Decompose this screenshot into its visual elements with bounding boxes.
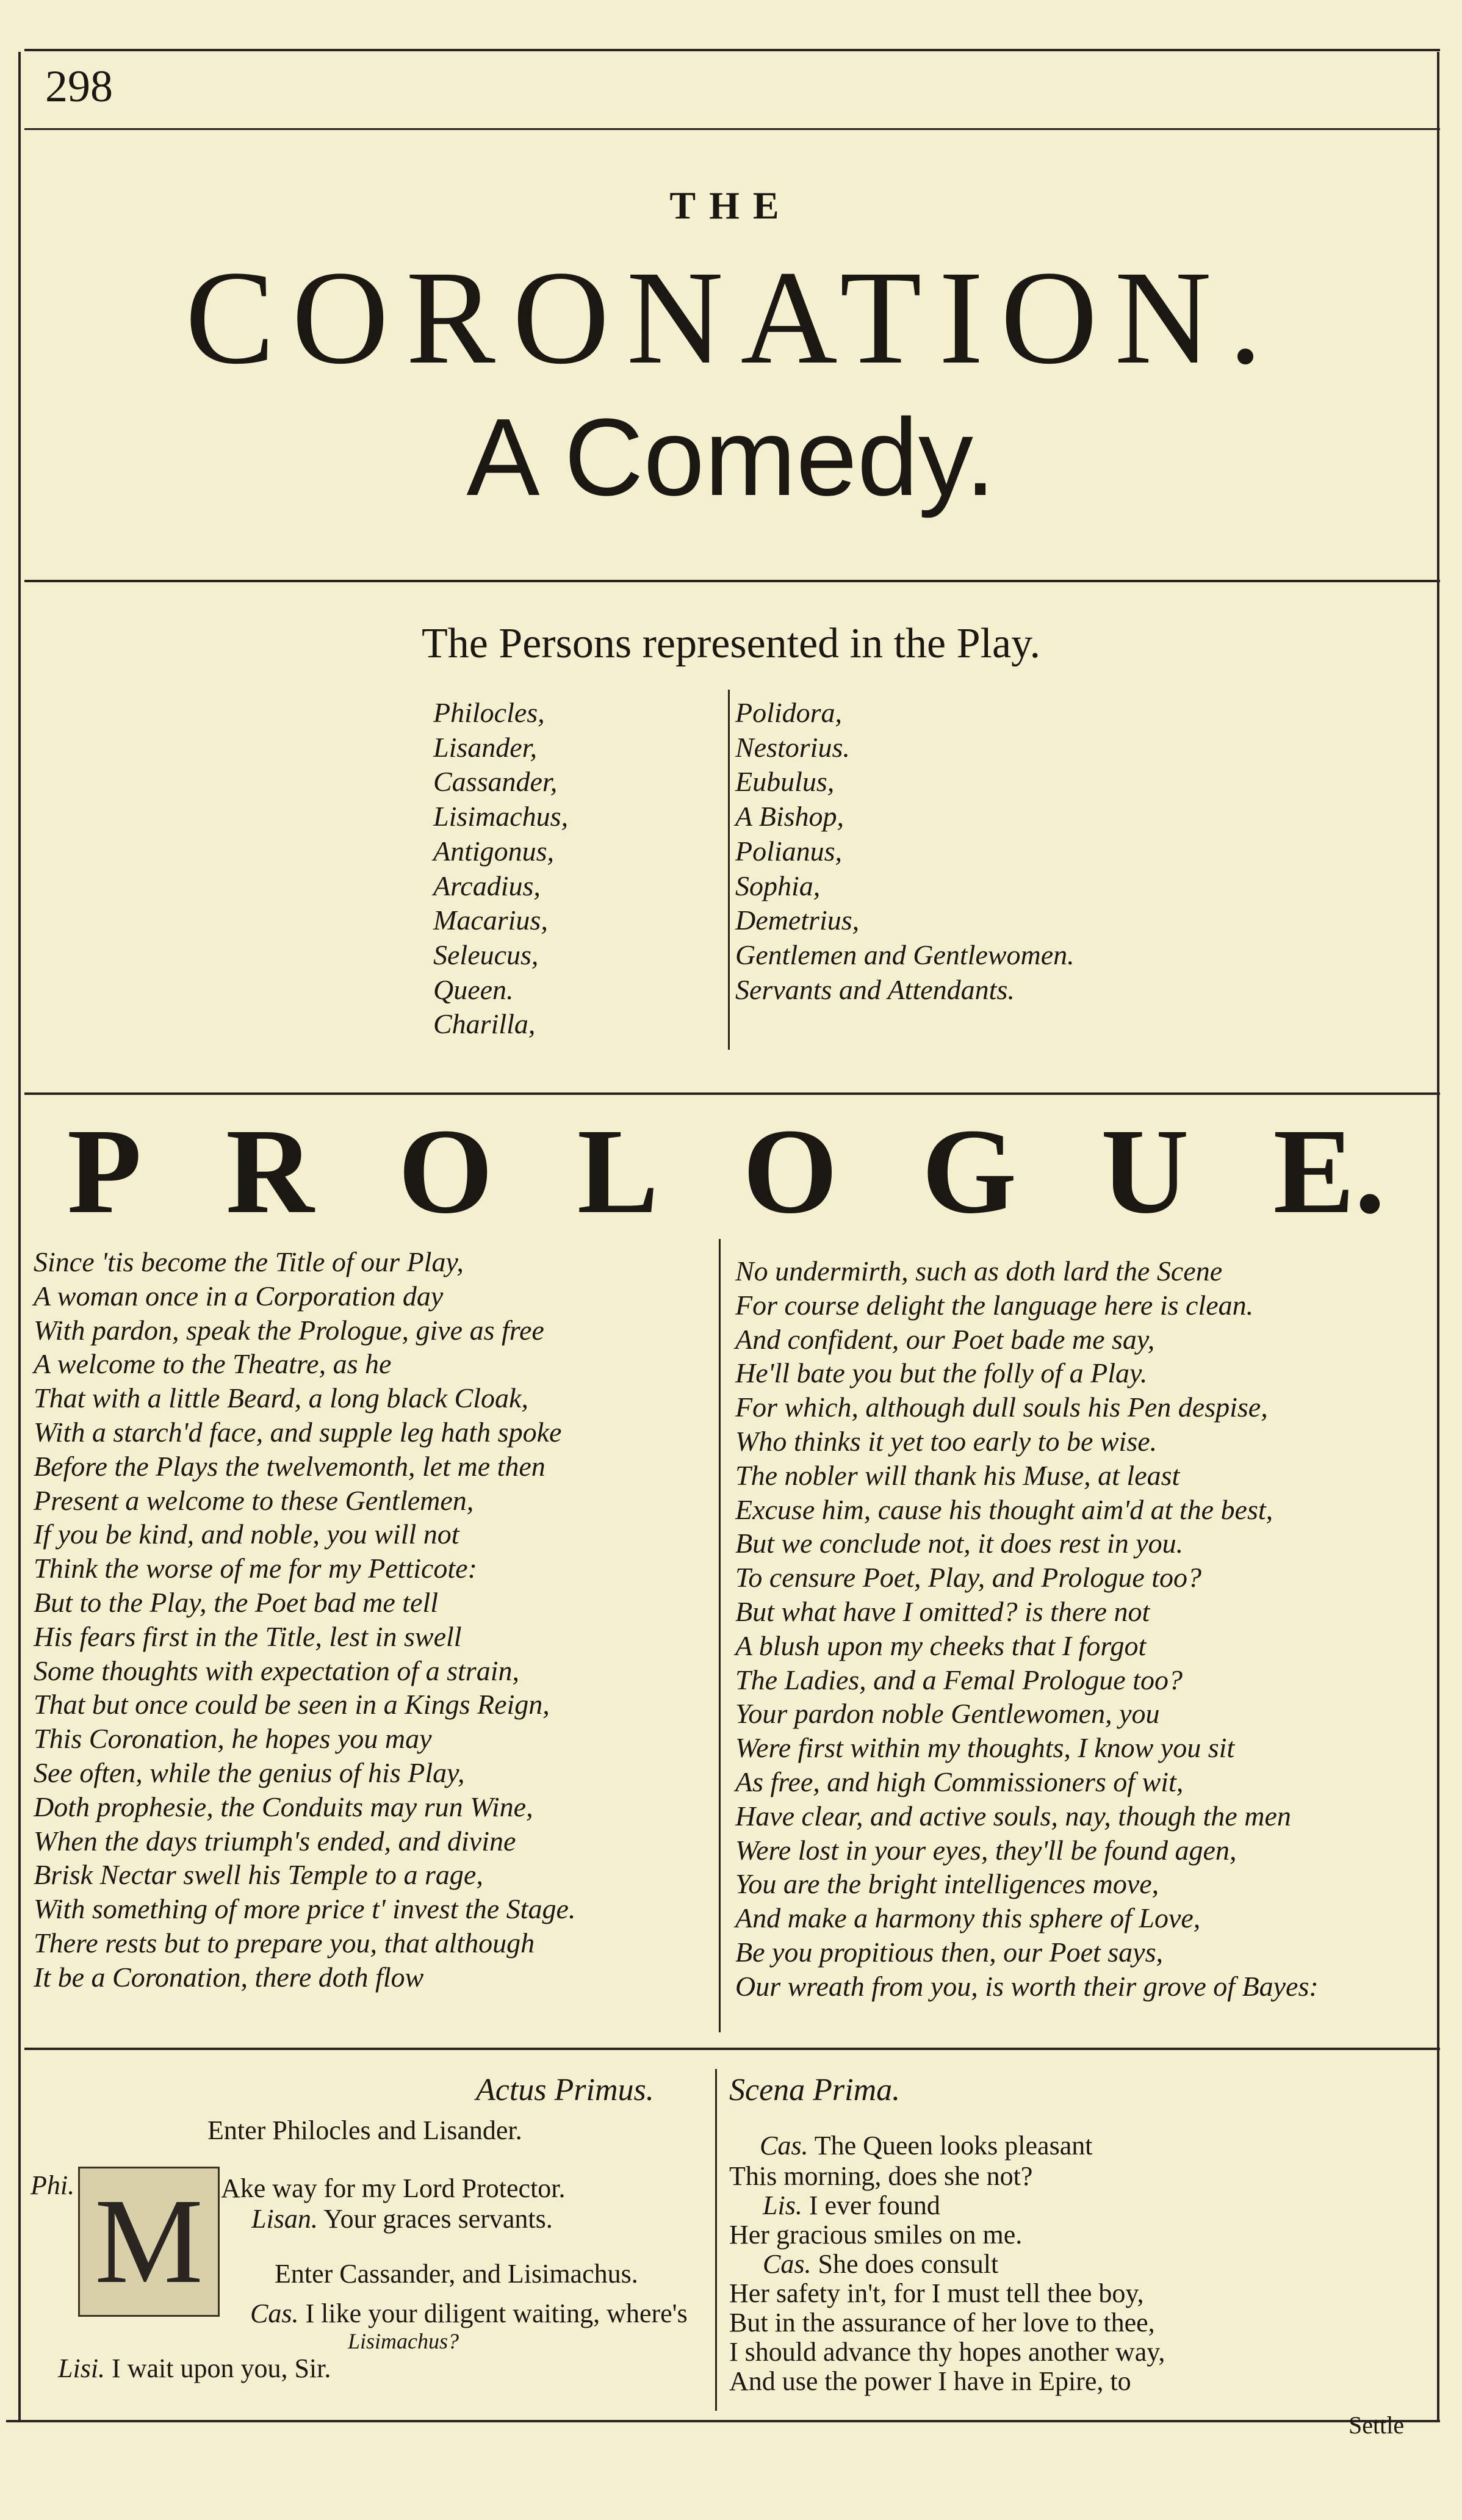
title-rule [24, 580, 1440, 582]
speech-line [729, 2366, 1131, 2397]
person-name: Lisander, [433, 731, 537, 763]
speech-text: The Queen looks pleasant [814, 2131, 1093, 2161]
verse-line: A welcome to the Theatre, as he [34, 1348, 392, 1380]
verse-line: For course delight the language here is clean. [735, 1289, 1254, 1321]
verse-line: Excuse him, cause his thought aim'd at the best, [735, 1493, 1273, 1525]
verse-line: With a starch'd face, and supple leg hath spoke [34, 1416, 562, 1448]
person-name: Queen. [433, 973, 514, 1005]
title-subtitle: A Comedy. [466, 396, 996, 519]
person-name: Macarius, [433, 904, 548, 936]
verse-line: Our wreath from you, is worth their grove of Bayes: [735, 1970, 1319, 2002]
verse-line: It be a Coronation, there doth flow [34, 1961, 424, 1993]
verse-line: With pardon, speak the Prologue, give as free [34, 1314, 544, 1346]
stage-direction [207, 2115, 522, 2146]
speech-line [729, 2219, 1022, 2250]
speech-line [729, 2307, 1155, 2338]
persons-left-list [433, 696, 568, 1042]
person-name: Arcadius, [433, 870, 541, 901]
verse-line: Your pardon noble Gentlewomen, you [735, 1698, 1160, 1730]
catchword: Settle [1349, 2411, 1405, 2439]
verse-line: His fears first in the Title, lest in swell [34, 1620, 462, 1652]
verse-line: Brisk Nectar swell his Temple to a rage, [34, 1859, 483, 1891]
verse-line: Who thinks it yet too early to be wise. [735, 1425, 1158, 1457]
bottom-rule [6, 2420, 1440, 2422]
act-divider [715, 2069, 717, 2411]
stage-direction-text: Enter Philocles and Lisander. [207, 2115, 522, 2145]
person-name: Polidora, [735, 697, 843, 728]
title-the: THE [669, 184, 793, 227]
person-name: Lisimachus, [433, 801, 569, 832]
speech-text: This morning, does she not? [729, 2161, 1033, 2191]
verse-line: And confident, our Poet bade me say, [735, 1323, 1155, 1355]
verse-line: A woman once in a Corporation day [34, 1280, 444, 1312]
person-name: Seleucus, [433, 939, 539, 970]
verse-line: Before the Plays the twelvemonth, let me then [34, 1450, 546, 1482]
speech-text: Her safety in't, for I must tell thee boy, [729, 2278, 1144, 2308]
speech-text: Her gracious smiles on me. [729, 2220, 1023, 2250]
verse-line: But we conclude not, it does rest in you. [735, 1528, 1184, 1559]
persons-divider [728, 690, 730, 1050]
verse-line: That but once could be seen in a Kings Reign, [34, 1689, 550, 1720]
person-name: Demetrius, [735, 904, 860, 936]
speaker-name: Cas. [250, 2298, 299, 2328]
speech-line [729, 2161, 1032, 2192]
person-name: Philocles, [433, 697, 545, 728]
page-number: 298 [45, 62, 113, 112]
verse-line: As free, and high Commissioners of wit, [735, 1766, 1184, 1797]
speaker-name: Cas. [760, 2131, 808, 2161]
verse-line: To censure Poet, Play, and Prologue too? [735, 1562, 1202, 1594]
speech-text: Lisimachus? [348, 2329, 459, 2353]
prologue-left-column [34, 1245, 575, 1995]
verse-line: For which, although dull souls his Pen despise, [735, 1392, 1268, 1423]
persons-right-list [735, 696, 1075, 1007]
verse-line: This Coronation, he hopes you may [34, 1723, 432, 1755]
speech-line [251, 2203, 553, 2234]
verse-line: No undermirth, such as doth lard the Scene [735, 1255, 1223, 1287]
drop-cap-letter: M [95, 2174, 203, 2309]
verse-line: Were first within my thoughts, I know you sit [735, 1732, 1235, 1764]
verse-line: The nobler will thank his Muse, at least [735, 1459, 1180, 1491]
prologue-letter: P [67, 1104, 142, 1239]
speech-line [729, 2336, 1165, 2367]
persons-rule [24, 1092, 1440, 1095]
verse-line: Were lost in your eyes, they'll be found agen, [735, 1834, 1237, 1866]
speech-line [221, 2173, 566, 2204]
speech-line [763, 2248, 998, 2280]
verse-line: But to the Play, the Poet bad me tell [34, 1586, 439, 1618]
prologue-heading [67, 1104, 1385, 1239]
person-name: Gentlemen and Gentlewomen. [735, 939, 1075, 970]
verse-line: A blush upon my cheeks that I forgot [735, 1630, 1147, 1661]
person-name: Eubulus, [735, 766, 835, 798]
speech-text: But in the assurance of her love to thee, [729, 2308, 1155, 2338]
verse-line: Be you propitious then, our Poet says, [735, 1936, 1163, 1968]
speech-line [58, 2353, 331, 2384]
person-name: Sophia, [735, 870, 821, 901]
speaker-name: Lisan. [251, 2204, 318, 2234]
title-main: CORONATION. [185, 243, 1280, 392]
person-name: Servants and Attendants. [735, 973, 1015, 1005]
act-heading: Actus Primus. [476, 2073, 654, 2107]
drop-cap-ornament [78, 2167, 220, 2317]
top-rule [24, 49, 1440, 51]
speaker-name: Cas. [763, 2249, 812, 2279]
speaker-name: Lisi. [58, 2353, 106, 2383]
speech-line [760, 2130, 1092, 2161]
person-name: Polianus, [735, 835, 843, 867]
prologue-letter: O [743, 1104, 838, 1239]
verse-line: When the days triumph's ended, and divine [34, 1825, 516, 1857]
speech-text: I wait upon you, Sir. [112, 2353, 331, 2383]
prologue-letter: O [398, 1104, 493, 1239]
verse-line: If you be kind, and noble, you will not [34, 1518, 459, 1550]
header-rule [24, 128, 1440, 130]
stage-direction-text: Enter Cassander, and Lisimachus. [275, 2259, 638, 2289]
speaker-name: Lis. [763, 2190, 802, 2220]
speech-text: I should advance thy hopes another way, [729, 2337, 1165, 2367]
verse-line: Since 'tis become the Title of our Play, [34, 1246, 464, 1277]
prologue-letter: U [1101, 1104, 1189, 1239]
speech-text: And use the power I have in Epire, to [729, 2366, 1131, 2396]
speech-text: Your graces servants. [323, 2204, 553, 2234]
speech-line [31, 2170, 74, 2201]
verse-line: See often, while the genius of his Play, [34, 1756, 465, 1788]
verse-line: You are the bright intelligences move, [735, 1868, 1159, 1900]
verse-line: Doth prophesie, the Conduits may run Wine, [34, 1791, 533, 1822]
speech-text: I like your diligent waiting, where's [305, 2298, 688, 2328]
verse-line: The Ladies, and a Femal Prologue too? [735, 1664, 1183, 1695]
scene-heading: Scena Prima. [729, 2073, 901, 2107]
person-name: A Bishop, [735, 801, 844, 832]
prologue-divider [719, 1239, 721, 2032]
stage-direction [275, 2258, 638, 2289]
person-name: Antigonus, [433, 835, 555, 867]
speech-text: I ever found [808, 2190, 940, 2220]
prologue-letter: L [577, 1104, 659, 1239]
verse-line: With something of more price t' invest the Stage. [34, 1893, 576, 1925]
prologue-letter: E. [1273, 1104, 1385, 1239]
speech-text: She does consult [818, 2249, 999, 2279]
verse-line: But what have I omitted? is there not [735, 1595, 1150, 1627]
verse-line: And make a harmony this sphere of Love, [735, 1902, 1201, 1934]
speaker-name: Phi. [31, 2170, 75, 2200]
verse-line: Think the worse of me for my Petticote: [34, 1553, 477, 1584]
verse-line: That with a little Beard, a long black Cloak, [34, 1382, 528, 1414]
verse-line: Have clear, and active souls, nay, though the men [735, 1800, 1291, 1832]
persons-heading: The Persons represented in the Play. [421, 620, 1041, 667]
prologue-right-column [735, 1254, 1319, 2004]
prologue-letter: R [226, 1104, 314, 1239]
person-name: Cassander, [433, 766, 558, 798]
verse-line: He'll bate you but the folly of a Play. [735, 1357, 1148, 1389]
verse-line: There rests but to prepare you, that although [34, 1927, 535, 1959]
person-name: Nestorius. [735, 731, 850, 763]
verse-line: Some thoughts with expectation of a strain, [34, 1655, 519, 1686]
person-name: Charilla, [433, 1008, 536, 1040]
speech-text: Ake way for my Lord Protector. [221, 2173, 566, 2203]
speech-line [250, 2298, 688, 2329]
speech-line [763, 2190, 940, 2221]
verse-line: Present a welcome to these Gentlemen, [34, 1484, 474, 1516]
speech-line [348, 2328, 459, 2354]
speech-line [729, 2278, 1144, 2309]
prologue-letter: G [921, 1104, 1017, 1239]
prologue-rule [24, 2048, 1440, 2050]
